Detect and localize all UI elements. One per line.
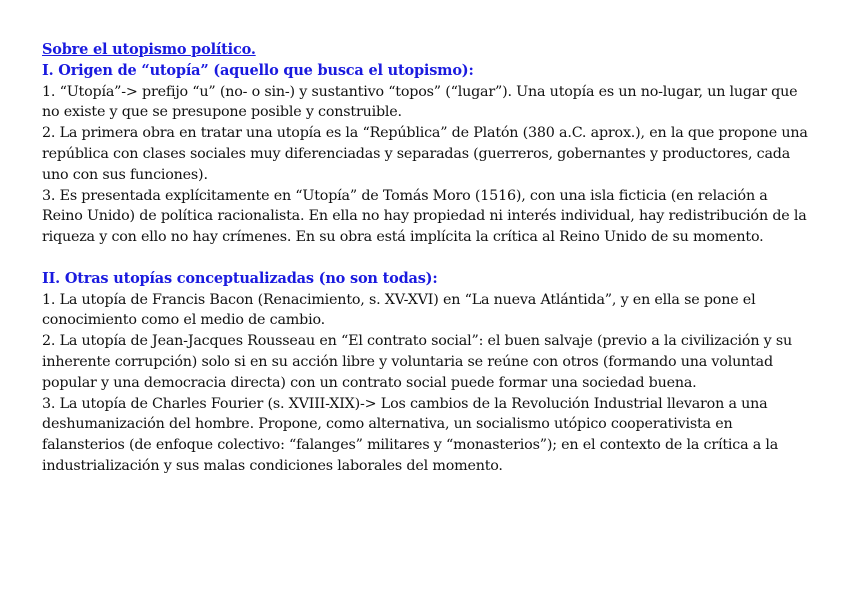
section-heading-origin: I. Origen de “utopía” (aquello que busca el utopismo):: [42, 61, 474, 79]
section-spacer: [42, 248, 812, 269]
paragraph-item: 1. “Utopía”-> prefijo “u” (no- o sin-) y sustantivo “topos” (“lugar”). Una utopía es un no-lugar, un lugar que no existe y que se presupone posible y construible.: [42, 83, 798, 121]
paragraph-item: 1. La utopía de Francis Bacon (Renacimiento, s. XV-XVI) en “La nueva Atlántida”, y en ella se pone el conocimiento como el medio de cambio.: [42, 291, 756, 329]
paragraph-item: 3. La utopía de Charles Fourier (s. XVIII-XIX)-> Los cambios de la Revolución Industrial llevaron a una deshumanización del hombre. Propone, como alternativa, un socialismo utópico cooperativista en falansterios (de enfoque colectivo: “falanges” militares y “monasterios”); en el contexto de la crítica a la industrialización y sus malas condiciones laborales del momento.: [42, 395, 779, 474]
paragraph-item: 2. La primera obra en tratar una utopía es la “República” de Platón (380 a.C. aprox.), en la que propone una república con clases sociales muy diferenciadas y separadas (guerreros, gobernantes y productores, cada uno con sus funciones).: [42, 125, 808, 183]
document-title: Sobre el utopismo político.: [42, 41, 256, 58]
document-page: [42, 40, 812, 477]
paragraph-item: 2. La utopía de Jean-Jacques Rousseau en “El contrato social”: el buen salvaje (previo a la civilización y su inherente corrupción) solo si en su acción libre y voluntaria se reúne con otros (formando una voluntad popular y una democracia directa) con un contrato social puede formar una sociedad buena.: [42, 333, 793, 391]
paragraph-item: 3. Es presentada explícitamente en “Utopía” de Tomás Moro (1516), con una isla ficticia (en relación a Reino Unido) de política racionalista. En ella no hay propiedad ni interés individual, hay redistribución de la riqueza y con ello no hay crímenes. En su obra está implícita la crítica al Reino Unido de su momento.: [42, 187, 807, 246]
section-heading-other-utopias: II. Otras utopías conceptualizadas (no son todas):: [42, 269, 438, 287]
